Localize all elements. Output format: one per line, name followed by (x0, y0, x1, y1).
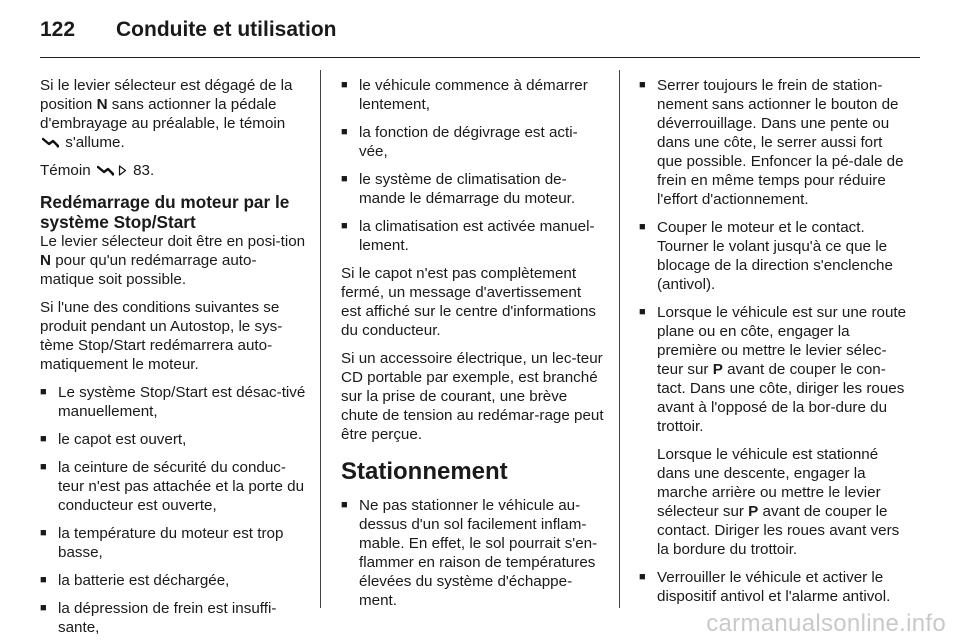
list-item: ■ la fonction de dégivrage est acti-vée, (341, 123, 605, 161)
section-heading: Redémarrage du moteur par le système Stop/Start (40, 192, 290, 232)
list-item: ■ Le système Stop/Start est désac-tivé manuellement, (40, 383, 308, 421)
column-divider (619, 70, 620, 608)
list-item: ■ Couper le moteur et le contact. Tourner le volant jusqu'à ce que le blocage de la direction s'enclenche (antivol). (639, 218, 907, 294)
page-title: Conduite et utilisation (116, 18, 337, 41)
paragraph: Si le levier sélecteur est dégagé de la position N sans actionner la pédale d'embrayage au préalable, le témoin s'allume. (40, 77, 293, 151)
page-header (40, 18, 337, 48)
list-item: ■ le capot est ouvert, (40, 430, 308, 449)
column-3 (639, 76, 907, 615)
list-item: ■ la ceinture de sécurité du conduc-teur n'est pas attachée et la porte du conducteur est ouverte, (40, 458, 308, 515)
bullet-list (40, 383, 308, 637)
list-item: ■ Ne pas stationner le véhicule au-dessus d'un sol facilement inflam-mable. En effet, le sol pourrait s'en-flammer en raison de températures élevées du système d'échappe-ment. (341, 496, 605, 610)
column-2 (341, 76, 605, 619)
paragraph: Si le capot n'est pas complètement fermé, un message d'avertissement est affiché sur le centre d'informations du conducteur. (341, 265, 597, 339)
bullet-list (341, 496, 605, 610)
list-item: ■ le véhicule commence à démarrer lentement, (341, 76, 605, 114)
autostop-indicator-icon (42, 137, 59, 148)
paragraph: Le levier sélecteur doit être en posi-tion N pour qu'un redémarrage auto-matique soit possible. (40, 233, 306, 288)
header-rule (40, 57, 920, 58)
column-divider (320, 70, 321, 608)
list-item-subparagraph: Lorsque le véhicule est stationné dans une descente, engager la marche arrière ou mettre le levier sélecteur sur P avant de couper le contact. Diriger les roues avant vers la bordure du trottoir. (657, 446, 900, 558)
list-item: ■ la batterie est déchargée, (40, 571, 308, 590)
autostop-indicator-icon (97, 165, 114, 176)
list-item: ■ la climatisation est activée manuel-lement. (341, 217, 605, 255)
column-1 (40, 76, 308, 642)
list-item: ■ le système de climatisation de-mande le démarrage du moteur. (341, 170, 605, 208)
list-item: ■ Lorsque le véhicule est sur une route plane ou en côte, engager la première ou mettre le levier sélec-teur sur P avant de couper le con-tact. Dans une côte, diriger les roues avant à l'opposé de la bor-dure du trottoir. Lorsque le véhicule est stationné dans une descente, engager la marche arrière ou mettre le levier sélecteur sur P avant de couper le contact. Diriger les roues avant vers la bordure du trottoir. (639, 303, 907, 559)
list-item: ■ Serrer toujours le frein de station-nement sans actionner le bouton de déverrouillage. Dans une pente ou dans une côte, le serrer aussi fort que possible. Enfoncer la pé-dale de frein en même temps pour réduire l'effort d'actionnement. (639, 76, 907, 209)
paragraph: Témoin 83. (40, 162, 155, 179)
page-number: 122 (40, 18, 76, 41)
bullet-list (639, 76, 907, 606)
page-reference-icon (118, 165, 127, 176)
list-item: ■ Verrouiller le véhicule et activer le dispositif antivol et l'alarme antivol. (639, 568, 907, 606)
bullet-list (341, 76, 605, 255)
section-heading: Stationnement (341, 458, 508, 485)
list-item: ■ la dépression de frein est insuffi-sante, (40, 599, 308, 637)
paragraph: Si l'une des conditions suivantes se produit pendant un Autostop, le sys-tème Stop/Start redémarrera auto-matiquement le moteur. (40, 299, 283, 373)
watermark: carmanualsonline.info (706, 610, 946, 637)
list-item: ■ la température du moteur est trop basse, (40, 524, 308, 562)
paragraph: Si un accessoire électrique, un lec-teur CD portable par exemple, est branché sur la prise de courant, une brève chute de tension au redémar-rage peut être perçue. (341, 350, 604, 443)
